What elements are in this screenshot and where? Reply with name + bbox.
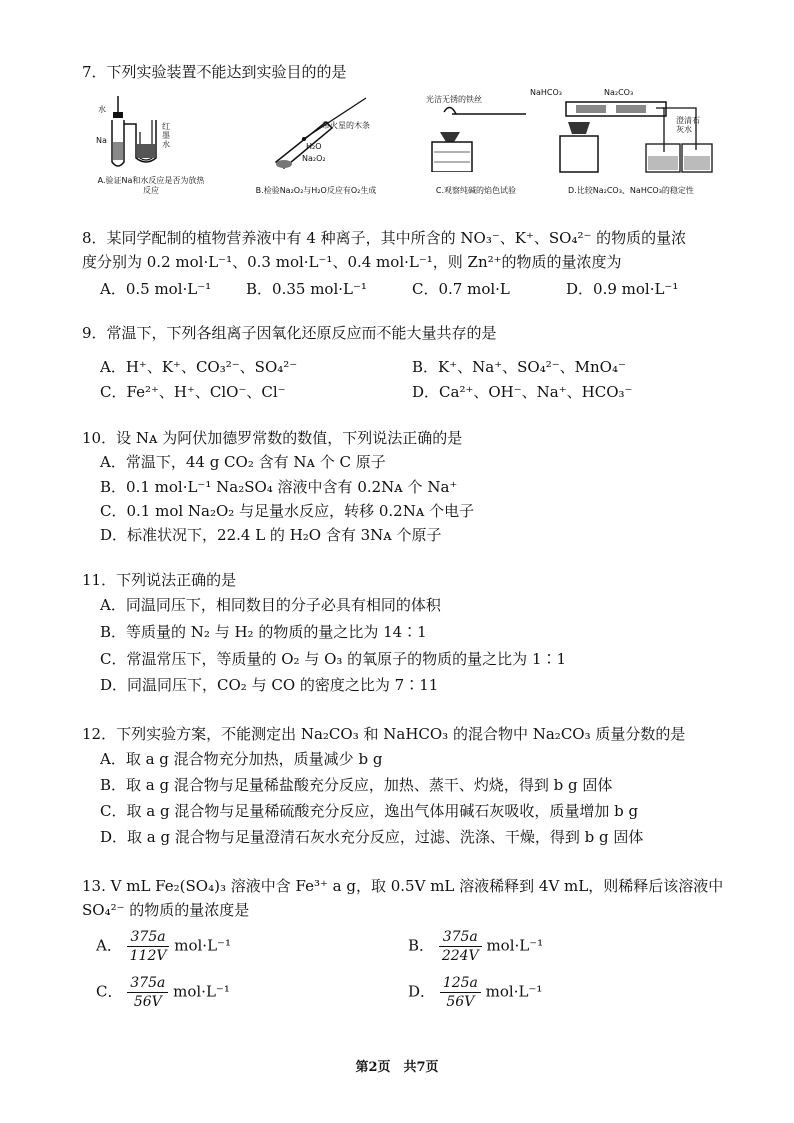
question-13-option-d	[408, 974, 542, 1011]
question-9-option-c: C．Fe²⁺、H⁺、ClO⁻、Cl⁻	[100, 383, 286, 401]
unit: mol·L⁻¹	[174, 936, 231, 955]
question-9	[82, 321, 722, 345]
figure-c	[416, 92, 536, 196]
denominator: 112V	[129, 948, 167, 964]
label-red-ink: 红墨水	[162, 122, 170, 149]
figure-a-apparatus	[96, 92, 226, 172]
fraction	[127, 928, 170, 965]
question-10-option-d: D．标准状况下，22.4 L 的 H₂O 含有 3Nᴀ 个原子	[100, 526, 442, 544]
question-13	[82, 874, 782, 922]
label-stick: 带火星的木条	[322, 121, 370, 130]
label-na: Na	[96, 136, 107, 145]
question-13-option-a	[96, 928, 231, 965]
question-10-option-b: B．0.1 mol·L⁻¹ Na₂SO₄ 溶液中含有 0.2Nᴀ 个 Na⁺	[100, 478, 458, 496]
label-na2co3: Na₂CO₃	[604, 88, 634, 97]
fraction	[439, 928, 482, 965]
question-8-option-c: C．0.7 mol·L	[412, 280, 510, 298]
page-footer: 第2页 共7页	[355, 1060, 439, 1075]
question-11	[82, 568, 722, 592]
question-10-option-c: C．0.1 mol Na₂O₂ 与足量水反应，转移 0.2Nᴀ 个电子	[100, 502, 475, 520]
unit: mol·L⁻¹	[485, 982, 543, 1001]
question-12-option-b: B．取 a g 混合物与足量稀盐酸充分反应，加热、蒸干、灼烧，得到 b g 固体	[100, 776, 613, 794]
option-letter: C．	[96, 982, 123, 1001]
option-letter: D．	[408, 982, 436, 1001]
unit: mol·L⁻¹	[486, 936, 544, 955]
question-12-option-d: D．取 a g 混合物与足量澄清石灰水充分反应，过滤、洗涤、干燥，得到 b g 固体	[100, 828, 644, 846]
numerator: 375a	[127, 928, 170, 947]
question-11-option-c: C．常温常压下，等质量的 O₂ 与 O₃ 的氧原子的物质的量之比为 1∶1	[100, 650, 567, 668]
numerator: 125a	[440, 974, 481, 993]
question-8-line1: 8．某同学配制的植物营养液中有 4 种离子，其中所含的 NO₃⁻、K⁺、SO₄²⁻ 的物质的量浓	[82, 229, 687, 247]
question-9-option-d: D．Ca²⁺、OH⁻、Na⁺、HCO₃⁻	[412, 383, 633, 401]
label-wire: 光洁无锈的铁丝	[426, 95, 482, 104]
figure-b	[236, 92, 396, 196]
question-8-line2: 度分别为 0.2 mol·L⁻¹、0.3 mol·L⁻¹、0.4 mol·L⁻¹，则 Zn²⁺的物质的量浓度为	[82, 253, 622, 271]
question-13-line2: SO₄²⁻ 的物质的量浓度是	[82, 901, 250, 919]
numerator: 375a	[439, 928, 482, 947]
option-letter: B．	[408, 936, 435, 955]
caption-b: B.检验Na₂O₂与H₂O反应有O₂生成	[255, 186, 377, 195]
question-9-option-b: B．K⁺、Na⁺、SO₄²⁻、MnO₄⁻	[412, 358, 626, 376]
question-7-stem: 7．下列实验装置不能达到实验目的的是	[82, 63, 347, 81]
numerator: 375a	[127, 974, 168, 993]
denominator: 224V	[441, 948, 479, 964]
question-7-figures	[96, 88, 716, 196]
question-10	[82, 426, 722, 450]
question-8-option-b: B．0.35 mol·L⁻¹	[246, 280, 367, 298]
label-h2o: H₂O	[306, 142, 322, 151]
caption-c: C.观察纯碱的焰色试验	[435, 186, 517, 195]
unit: mol·L⁻¹	[173, 982, 230, 1001]
question-11-option-d: D．同温同压下，CO₂ 与 CO 的密度之比为 7∶11	[100, 676, 439, 694]
question-12-option-a: A．取 a g 混合物充分加热，质量减少 b g	[100, 750, 383, 768]
question-11-option-b: B．等质量的 N₂ 与 H₂ 的物质的量之比为 14∶1	[100, 623, 427, 641]
denominator: 56V	[446, 994, 475, 1010]
caption-d: D.比较Na₂CO₃、NaHCO₃的稳定性	[568, 186, 694, 195]
fraction	[440, 974, 481, 1011]
question-13-option-b	[408, 928, 543, 965]
label-water: 水	[98, 105, 106, 114]
question-7	[82, 60, 722, 84]
figure-d	[530, 88, 716, 196]
fraction	[127, 974, 168, 1011]
question-10-option-a: A．常温下，44 g CO₂ 含有 Nᴀ 个 C 原子	[100, 453, 386, 471]
question-13-option-c	[96, 974, 230, 1011]
caption-a: A.验证Na和水反应是否为放热反应	[97, 176, 205, 195]
denominator: 56V	[133, 994, 162, 1010]
label-nahco3: NaHCO₃	[530, 88, 562, 97]
question-12	[82, 722, 782, 746]
question-12-stem: 12．下列实验方案，不能测定出 Na₂CO₃ 和 NaHCO₃ 的混合物中 Na₂CO₃ 质量分数的是	[82, 725, 686, 743]
question-12-option-c: C．取 a g 混合物与足量稀硫酸充分反应，逸出气体用碱石灰吸收，质量增加 b g	[100, 802, 639, 820]
question-8-option-a: A．0.5 mol·L⁻¹	[100, 280, 212, 298]
question-10-stem: 10．设 Nᴀ 为阿伏加德罗常数的数值，下列说法正确的是	[82, 429, 463, 447]
label-na2o2: Na₂O₂	[302, 154, 326, 163]
question-9-option-a: A．H⁺、K⁺、CO₃²⁻、SO₄²⁻	[100, 358, 298, 376]
question-9-stem: 9．常温下，下列各组离子因氧化还原反应而不能大量共存的是	[82, 324, 497, 342]
option-letter: A．	[96, 936, 122, 955]
question-13-line1: 13. V mL Fe₂(SO₄)₃ 溶液中含 Fe³⁺ a g，取 0.5V mL 溶液稀释到 4V mL，则稀释后该溶液中	[82, 877, 724, 895]
label-limewater: 澄清石灰水	[676, 116, 700, 134]
question-8	[82, 226, 722, 274]
question-11-stem: 11．下列说法正确的是	[82, 571, 237, 589]
question-8-option-d: D．0.9 mol·L⁻¹	[566, 280, 679, 298]
question-11-option-a: A．同温同压下，相同数目的分子必具有相同的体积	[100, 596, 441, 614]
figure-d-apparatus	[546, 92, 716, 176]
figure-a	[96, 92, 226, 196]
